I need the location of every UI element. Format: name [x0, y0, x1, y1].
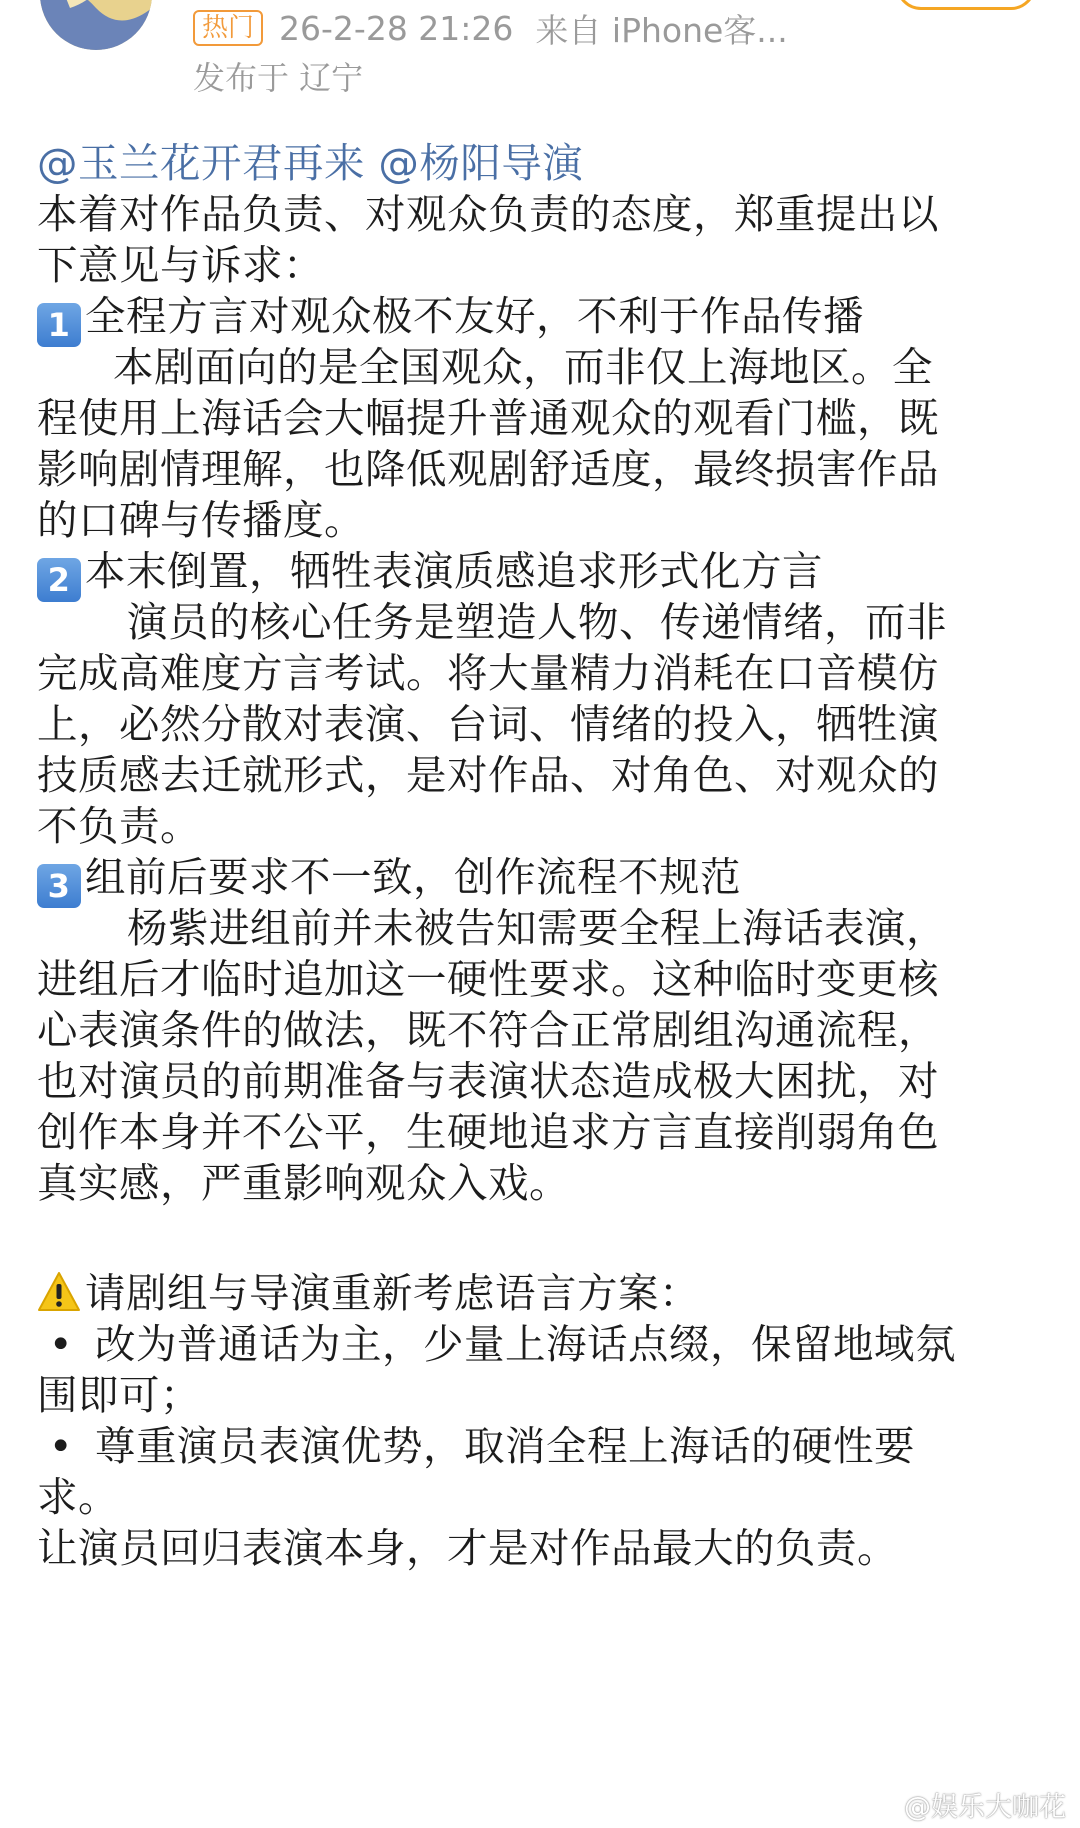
point-line: 本剧面向的是全国观众，而非仅上海地区。全	[113, 343, 933, 391]
request-title: 请剧组与导演重新考虑语言方案：	[85, 1269, 700, 1317]
post-body	[37, 138, 1057, 1574]
intro-line: 本着对作品负责、对观众负责的态度，郑重提出以	[37, 190, 939, 238]
point-line: 演员的核心任务是塑造人物、传递情绪，而非	[127, 598, 947, 646]
number-one-icon: 1	[37, 303, 81, 347]
point-heading	[37, 852, 1057, 903]
point-line: 的口碑与传播度。	[37, 496, 365, 544]
request-heading	[37, 1268, 1057, 1319]
point-line: 上，必然分散对表演、台词、情绪的投入，牺牲演	[37, 700, 939, 748]
point-line: 程使用上海话会大幅提升普通观众的观看门槛，既	[37, 394, 939, 442]
bullet-item	[37, 1421, 1057, 1472]
point-heading	[37, 546, 1057, 597]
point-title: 组前后要求不一致，创作流程不规范	[85, 853, 741, 901]
point-line: 完成高难度方言考试。将大量精力消耗在口音模仿	[37, 649, 939, 697]
point-title: 本末倒置，牺牲表演质感追求形式化方言	[85, 547, 823, 595]
point-line: 进组后才临时追加这一硬性要求。这种临时变更核	[37, 955, 939, 1003]
number-two-icon: 2	[37, 558, 81, 602]
point-heading	[37, 291, 1057, 342]
point-line: 心表演条件的做法，既不符合正常剧组沟通流程，	[37, 1006, 939, 1054]
bullet-text: 改为普通话为主，少量上海话点缀，保留地域氛	[95, 1320, 956, 1368]
follow-button[interactable]	[896, 0, 1036, 10]
point-line: 也对演员的前期准备与表演状态造成极大困扰，对	[37, 1057, 939, 1105]
point-line: 创作本身并不公平，生硬地追求方言直接削弱角色	[37, 1108, 939, 1156]
number-three-icon: 3	[37, 864, 81, 908]
bullet-item	[37, 1319, 1057, 1370]
closing-line: 让演员回归表演本身，才是对作品最大的负责。	[37, 1524, 898, 1572]
bullet-text-cont: 围即可；	[37, 1371, 201, 1419]
post-location: 发布于 辽宁	[193, 59, 364, 97]
avatar[interactable]	[40, 0, 152, 50]
mentions[interactable]: @玉兰花开君再来 @杨阳导演	[37, 139, 584, 187]
point-line: 影响剧情理解，也降低观剧舒适度，最终损害作品	[37, 445, 939, 493]
bullet-text-cont: 求。	[37, 1473, 119, 1521]
post-meta	[193, 8, 788, 48]
bullet-dot: •	[48, 1320, 74, 1368]
watermark	[866, 1785, 1066, 1824]
intro-line: 下意见与诉求：	[37, 241, 324, 289]
watermark-text: @娱乐大咖花	[904, 1792, 1066, 1823]
post-time: 26-2-28 21:26	[279, 8, 514, 48]
post-source[interactable]: 来自 iPhone客...	[535, 10, 788, 50]
hot-badge: 热门	[193, 10, 263, 46]
point-line: 杨紫进组前并未被告知需要全程上海话表演，	[127, 904, 947, 952]
bullet-text: 尊重演员表演优势，取消全程上海话的硬性要	[95, 1422, 915, 1470]
point-line: 真实感，严重影响观众入戏。	[37, 1159, 570, 1207]
point-title: 全程方言对观众极不友好，不利于作品传播	[85, 292, 864, 340]
point-line: 不负责。	[37, 802, 201, 850]
bullet-dot: •	[48, 1422, 74, 1470]
spacer	[37, 1209, 1057, 1260]
point-line: 技质感去迁就形式，是对作品、对角色、对观众的	[37, 751, 939, 799]
warning-icon	[37, 1271, 81, 1325]
weibo-logo-icon	[866, 1791, 900, 1819]
